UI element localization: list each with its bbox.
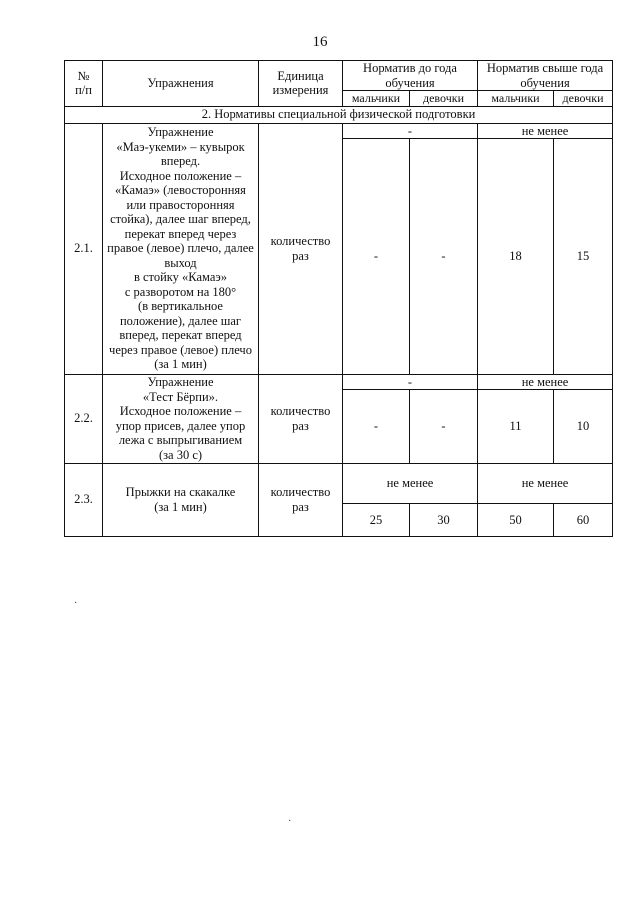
value-boys-before: - <box>343 390 410 464</box>
exercise-description: Упражнение «Тест Бёрпи». Исходное положение – упор присев, далее упор лежа с выпрыгиванием (за 30 с) <box>103 374 259 463</box>
header-before-year: Норматив до года обучения <box>343 61 478 91</box>
norm-label-after: не менее <box>478 374 613 390</box>
norm-label-after: не менее <box>478 463 613 504</box>
header-unit: Единица измерения <box>259 61 343 107</box>
header-after-year: Норматив свыше года обучения <box>478 61 613 91</box>
norms-table <box>64 60 613 537</box>
unit-cell: количество раз <box>259 123 343 374</box>
header-girls-before: девочки <box>410 91 478 107</box>
exercise-description: Упражнение «Маэ-укеми» – кувырок вперед. Исходное положение – «Камаэ» (левосторонняя или правосторонняя стойка), далее шаг вперед, перекат вперед через правое (левое) плечо, далее выход в стойку «Камаэ» с разворотом на 180° (в вертикальное положение), далее шаг вперед, перекат вперед через правое (левое) плечо (за 1 мин) <box>103 123 259 374</box>
value-girls-after: 15 <box>554 139 613 375</box>
value-girls-after: 60 <box>554 504 613 536</box>
norm-label-before: - <box>343 374 478 390</box>
header-girls-after: девочки <box>554 91 613 107</box>
header-boys-before: мальчики <box>343 91 410 107</box>
value-boys-after: 18 <box>478 139 554 375</box>
norm-label-after: не менее <box>478 123 613 139</box>
value-boys-before: - <box>343 139 410 375</box>
value-girls-before: - <box>410 139 478 375</box>
row-num: 2.3. <box>65 463 103 536</box>
value-boys-after: 11 <box>478 390 554 464</box>
norm-label-before: - <box>343 123 478 139</box>
page-number: 16 <box>312 34 328 50</box>
unit-cell: количество раз <box>259 374 343 463</box>
value-girls-after: 10 <box>554 390 613 464</box>
exercise-description: Прыжки на скакалке (за 1 мин) <box>103 463 259 536</box>
unit-cell: количество раз <box>259 463 343 536</box>
scan-speck: · <box>74 598 78 609</box>
value-girls-before: - <box>410 390 478 464</box>
header-exercise: Упражнения <box>103 61 259 107</box>
value-boys-before: 25 <box>343 504 410 536</box>
scan-speck: · <box>288 816 292 827</box>
header-num: № п/п <box>65 61 103 107</box>
value-girls-before: 30 <box>410 504 478 536</box>
header-boys-after: мальчики <box>478 91 554 107</box>
row-num: 2.2. <box>65 374 103 463</box>
norm-label-before: не менее <box>343 463 478 504</box>
value-boys-after: 50 <box>478 504 554 536</box>
section-title: 2. Нормативы специальной физической подготовки <box>65 106 613 123</box>
row-num: 2.1. <box>65 123 103 374</box>
